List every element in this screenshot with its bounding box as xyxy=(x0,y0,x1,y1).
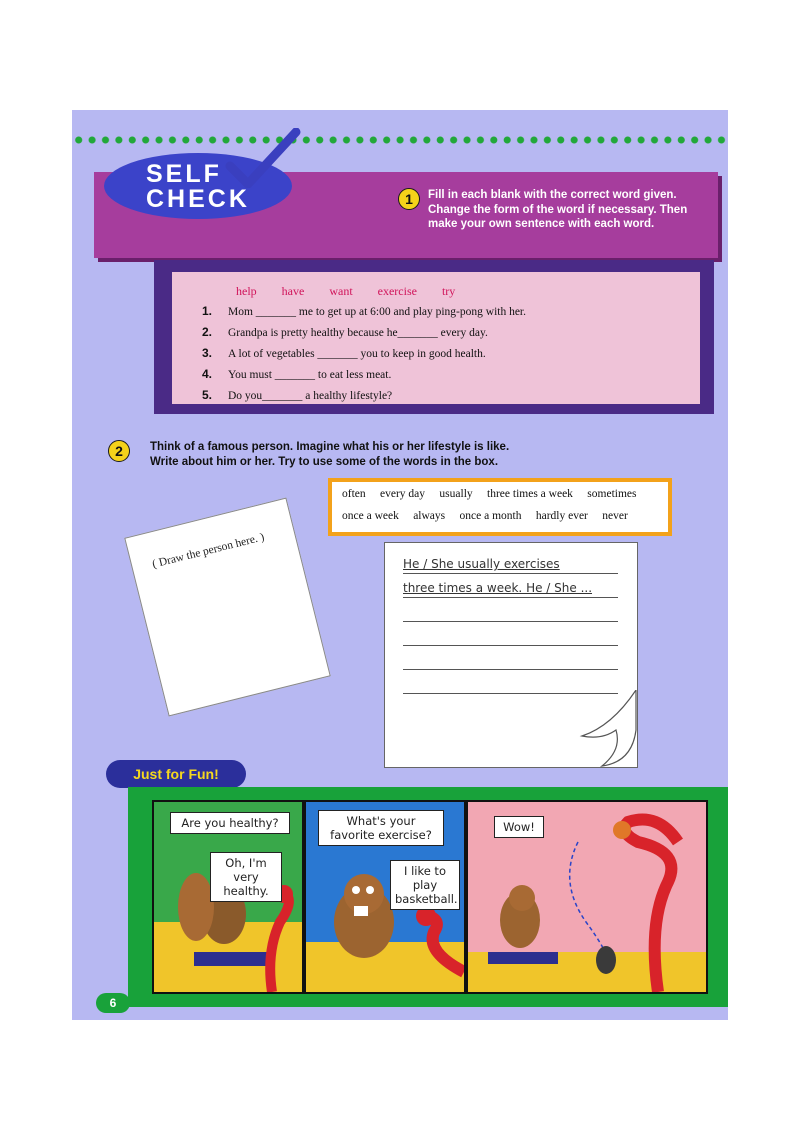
word-bank-item: help xyxy=(236,284,257,298)
sentence-text: Do you_______ a healthy lifestyle? xyxy=(228,390,393,402)
note-rule xyxy=(403,621,618,622)
word-bank-item: exercise xyxy=(377,284,417,298)
page-curl-icon xyxy=(572,690,642,768)
frequency-word: often xyxy=(342,488,366,500)
frequency-word: once a month xyxy=(459,510,522,522)
sentence-number: 1. xyxy=(202,304,213,318)
frequency-word: every day xyxy=(380,488,426,500)
comic-panel-2 xyxy=(304,800,466,994)
logo-line-check: CHECK xyxy=(146,185,250,213)
draw-person-label: ( Draw the person here. ) xyxy=(151,531,266,571)
logo-line-self: SELF xyxy=(146,160,222,188)
word-bank-item: try xyxy=(441,284,456,298)
speech-bubble: Wow! xyxy=(494,816,544,838)
speech-bubble: Are you healthy? xyxy=(170,812,290,834)
frequency-word: usually xyxy=(439,488,473,500)
sentence-1 xyxy=(202,304,526,318)
sentence-number: 2. xyxy=(202,325,213,339)
sentence-3 xyxy=(202,346,486,360)
sentence-4 xyxy=(202,367,391,381)
speech-bubble: I like to play basketball. xyxy=(390,860,460,910)
frequency-word: always xyxy=(413,510,446,522)
sentence-2 xyxy=(202,325,488,339)
speech-bubble: What's your favorite exercise? xyxy=(318,810,444,846)
sentence-number: 5. xyxy=(202,388,213,402)
dotted-divider xyxy=(72,134,728,146)
frequency-word: sometimes xyxy=(587,488,637,500)
textbook-page xyxy=(72,110,728,1020)
frequency-word-box xyxy=(328,478,672,536)
frequency-word: hardly ever xyxy=(535,510,588,522)
exercise-1-badge: 1 xyxy=(398,188,420,210)
note-rule xyxy=(403,645,618,646)
note-rule xyxy=(403,597,618,598)
sentence-number: 3. xyxy=(202,346,213,360)
page-number: 6 xyxy=(96,993,130,1013)
exercise-2-instruction xyxy=(150,440,710,470)
sentence-number: 4. xyxy=(202,367,213,381)
note-line-2: three times a week. He / She ... xyxy=(403,581,593,595)
frequency-row-2 xyxy=(342,510,628,522)
note-rule xyxy=(403,669,618,670)
exercise-1-instruction: Fill in each blank with the correct word given. Change the form of the word if necessary. Then make your own sentence with each word. xyxy=(428,189,688,230)
sentence-text: Grandpa is pretty healthy because he_______ every day. xyxy=(228,327,488,339)
sentence-text: You must _______ to eat less meat. xyxy=(228,369,392,381)
draw-person-box[interactable] xyxy=(124,498,331,717)
note-line-1: He / She usually exercises xyxy=(403,557,560,571)
speech-bubble: Oh, I'm very healthy. xyxy=(210,852,282,902)
just-for-fun-title: Just for Fun! xyxy=(106,760,246,788)
checkmark-icon xyxy=(222,128,302,188)
frequency-word: three times a week xyxy=(487,488,573,500)
frequency-word: once a week xyxy=(342,510,399,522)
instruction-line: Think of a famous person. Imagine what his or her lifestyle is like. xyxy=(150,441,510,453)
sentence-5 xyxy=(202,388,392,402)
frequency-row-1 xyxy=(342,488,637,500)
sentence-text: A lot of vegetables _______ you to keep in good health. xyxy=(228,348,486,360)
exercise-2-badge: 2 xyxy=(108,440,130,462)
word-bank xyxy=(236,284,477,299)
word-bank-item: have xyxy=(281,284,305,298)
sentence-text: Mom _______ me to get up at 6:00 and play ping-pong with her. xyxy=(228,306,527,318)
note-rule xyxy=(403,573,618,574)
instruction-line: Write about him or her. Try to use some of the words in the box. xyxy=(150,456,499,468)
comic-panel-3 xyxy=(466,800,708,994)
word-bank-item: want xyxy=(329,284,353,298)
frequency-word: never xyxy=(602,510,628,522)
comic-panel-1 xyxy=(152,800,304,994)
